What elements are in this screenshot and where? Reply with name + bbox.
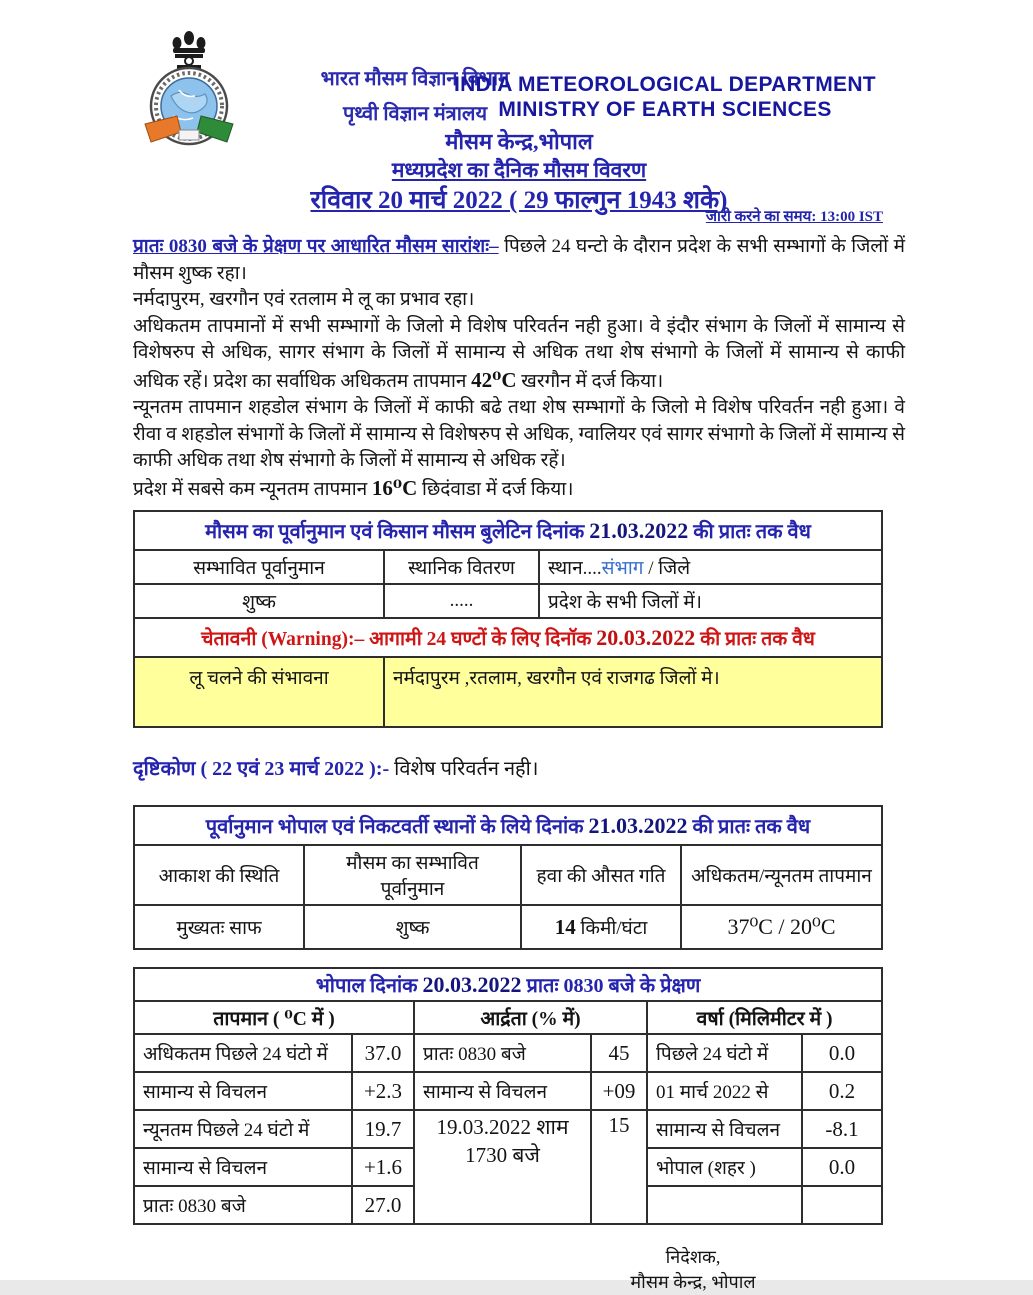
rain-value-empty xyxy=(802,1186,882,1224)
temp-value: 37.0 xyxy=(352,1034,414,1072)
value-wind-speed: 14 किमी/घंटा xyxy=(521,905,681,949)
ashoka-capital-icon xyxy=(173,31,206,69)
signature-office: मौसम केन्द्र, भोपाल xyxy=(630,1272,756,1292)
temp-label: अधिकतम पिछले 24 घंटो में xyxy=(134,1034,352,1072)
humidity-label: सामान्य से विचलन xyxy=(414,1072,591,1110)
header-max-min-temp: अधिकतम/न्यूनतम तापमान xyxy=(681,845,882,905)
min-temp-value: 16⁰C xyxy=(371,475,418,500)
observations-date: 20.03.2022 xyxy=(422,972,522,997)
obs-row-2 xyxy=(134,1072,882,1110)
spatial-value: ..... xyxy=(384,584,539,618)
value-likely-weather: शुष्क xyxy=(304,905,521,949)
signature-title: निदेशक, xyxy=(665,1247,721,1267)
rain-label-empty xyxy=(647,1186,802,1224)
heatwave-row xyxy=(134,657,882,727)
rain-value: -8.1 xyxy=(802,1110,882,1148)
forecast-table-title: मौसम का पूर्वानुमान एवं किसान मौसम बुलेटिन दिनांक 21.03.2022 की प्रातः तक वैध xyxy=(134,511,882,550)
humidity-value: +09 xyxy=(591,1072,647,1110)
org-name-hindi-line2: पृथ्वी विज्ञान मंत्रालय xyxy=(342,103,488,125)
observations-title: भोपाल दिनांक 20.03.2022 प्रातः 0830 बजे के प्रेक्षण xyxy=(134,968,882,1001)
rain-label: 01 मार्च 2022 से xyxy=(647,1072,802,1110)
temp-value: 19.7 xyxy=(352,1110,414,1148)
org-name-english-line2: MINISTRY OF EARTH SCIENCES xyxy=(498,98,832,121)
obs-row-3 xyxy=(134,1110,882,1148)
org-name-english-line1: INDIA METEOROLOGICAL DEPARTMENT xyxy=(454,73,876,96)
bhopal-forecast-date: 21.03.2022 xyxy=(588,813,688,838)
humidity-evening-value: 15 xyxy=(591,1110,647,1224)
summary-paragraph-1: प्रातः 0830 बजे के प्रेक्षण पर आधारित मौसम सारांशः– पिछले 24 घन्टो के दौरान प्रदेश के सभी सम्भागों के जिलों में मौसम शुष्क रहा। xyxy=(133,236,905,284)
header-likely-weather: मौसम का सम्भावित पूर्वानुमान xyxy=(304,845,521,905)
rain-value: 0.0 xyxy=(802,1034,882,1072)
observations-table xyxy=(133,967,883,1225)
temp-value: 27.0 xyxy=(352,1186,414,1224)
title-block xyxy=(133,128,905,216)
bhopal-forecast-title: पूर्वानुमान भोपाल एवं निकटवर्ती स्थानों के लिये दिनांक 21.03.2022 की प्रातः तक वैध xyxy=(134,806,882,845)
division-link[interactable]: संभाग xyxy=(601,558,644,579)
group-header-temperature: तापमान ( ⁰C में ) xyxy=(134,1001,414,1034)
warning-valid-date: 20.03.2022 xyxy=(596,625,696,650)
col-header-forecast: सम्भावित पूर्वानुमान xyxy=(134,550,384,584)
humidity-evening-obs-label: 19.03.2022 शाम 1730 बजे xyxy=(414,1110,591,1224)
summary-paragraph-2: नर्मदापुरम, खरगौन एवं रतलाम मे लू का प्रभाव रहा। xyxy=(133,289,475,310)
temp-label: सामान्य से विचलन xyxy=(134,1072,352,1110)
rain-value: 0.2 xyxy=(802,1072,882,1110)
temp-label: प्रातः 0830 बजे xyxy=(134,1186,352,1224)
org-name-english xyxy=(425,72,905,122)
group-header-humidity: आर्द्रता (% में) xyxy=(414,1001,647,1034)
obs-row-1 xyxy=(134,1034,882,1072)
bhopal-forecast-table xyxy=(133,805,883,950)
header-sky-condition: आकाश की स्थिति xyxy=(134,845,304,905)
place-value: प्रदेश के सभी जिलों में। xyxy=(539,584,882,618)
col-header-spatial: स्थानिक वितरण xyxy=(384,550,539,584)
temp-label: न्यूनतम पिछले 24 घंटो में xyxy=(134,1110,352,1148)
rain-label: सामान्य से विचलन xyxy=(647,1110,802,1148)
bulletin-title: मध्यप्रदेश का दैनिक मौसम विवरण xyxy=(391,158,647,182)
outlook-lead: दृष्टिकोण ( 22 एवं 23 मार्च 2022 ):- xyxy=(133,758,390,780)
humidity-label: प्रातः 0830 बजे xyxy=(414,1034,591,1072)
humidity-value: 45 xyxy=(591,1034,647,1072)
outlook-line: दृष्टिकोण ( 22 एवं 23 मार्च 2022 ):- विशेष परिवर्तन नही। xyxy=(133,758,539,780)
summary-paragraph-3: अधिकतम तापमानों में सभी सम्भागों के जिलो मे विशेष परिवर्तन नही हुआ। वे इंदौर संभाग के जिलों में सामान्य से विशेषरुप से अधिक, सागर संभाग के जिलों में सामान्य से अधिक तथा शेष संभागो के जिलों में सामान्य से काफी अधिक रहें। प्रदेश का सर्वाधिक अधिकतम तापमान 42⁰C खरगौन में दर्ज किया। xyxy=(133,315,905,392)
col-header-place: स्थान....संभाग / जिले xyxy=(539,550,882,584)
summary-paragraph-5: प्रदेश में सबसे कम न्यूनतम तापमान 16⁰C छिदंवाडा में दर्ज किया। xyxy=(133,475,574,500)
issue-time: जारी करने का समय: 13:00 IST xyxy=(705,209,883,225)
rain-label: भोपाल (शहर ) xyxy=(647,1148,802,1186)
forecast-value: शुष्क xyxy=(134,584,384,618)
wind-speed-number: 14 xyxy=(554,915,576,939)
rain-value: 0.0 xyxy=(802,1148,882,1186)
value-sky-condition: मुख्यतः साफ xyxy=(134,905,304,949)
heatwave-label: लू चलने की संभावना xyxy=(134,657,384,727)
heatwave-districts: नर्मदापुरम ,रतलाम, खरगौन एवं राजगढ जिलों मे। xyxy=(384,657,882,727)
value-max-min-temp: 37⁰C / 20⁰C xyxy=(681,905,882,949)
max-temp-value: 42⁰C xyxy=(471,367,517,392)
forecast-valid-date: 21.03.2022 xyxy=(589,518,689,543)
bulletin-date: रविवार 20 मार्च 2022 ( 29 फाल्गुन 1943 शके) xyxy=(310,187,728,214)
office-name: मौसम केन्द्र,भोपाल xyxy=(445,129,593,154)
summary-paragraph-4: न्यूनतम तापमान शहडोल संभाग के जिलों में काफी बढे तथा शेष सम्भागों के जिलो मे विशेष परिवर्तन नही हुआ। वे रीवा व शहडोल संभागों के जिलों में सामान्य से विशेषरुप से अधिक, ग्वालियर एवं सागर संभागो के जिलों में सामान्य से काफी अधिक तथा शेष संभागो के जिलों में सामान्य से अधिक रहें। xyxy=(133,397,905,471)
warning-english-label: (Warning) xyxy=(261,629,348,650)
org-name-hindi-line1: भारत मौसम विज्ञान विभाग xyxy=(320,68,510,90)
warning-header: चेतावनी (Warning):– आगामी 24 घण्टों के लिए दिनॉक 20.03.2022 की प्रातः तक वैध xyxy=(134,618,882,657)
temp-value: +1.6 xyxy=(352,1148,414,1186)
header-wind-speed: हवा की औसत गति xyxy=(521,845,681,905)
rain-label: पिछले 24 घंटो में xyxy=(647,1034,802,1072)
document-body xyxy=(133,234,905,1295)
temp-value: +2.3 xyxy=(352,1072,414,1110)
temp-label: सामान्य से विचलन xyxy=(134,1148,352,1186)
summary-heading: प्रातः 0830 बजे के प्रेक्षण पर आधारित मौसम सारांशः– xyxy=(133,236,499,257)
group-header-rainfall: वर्षा (मिलिमीटर में ) xyxy=(647,1001,882,1034)
signature-block xyxy=(553,1245,833,1295)
forecast-warning-table xyxy=(133,510,883,728)
